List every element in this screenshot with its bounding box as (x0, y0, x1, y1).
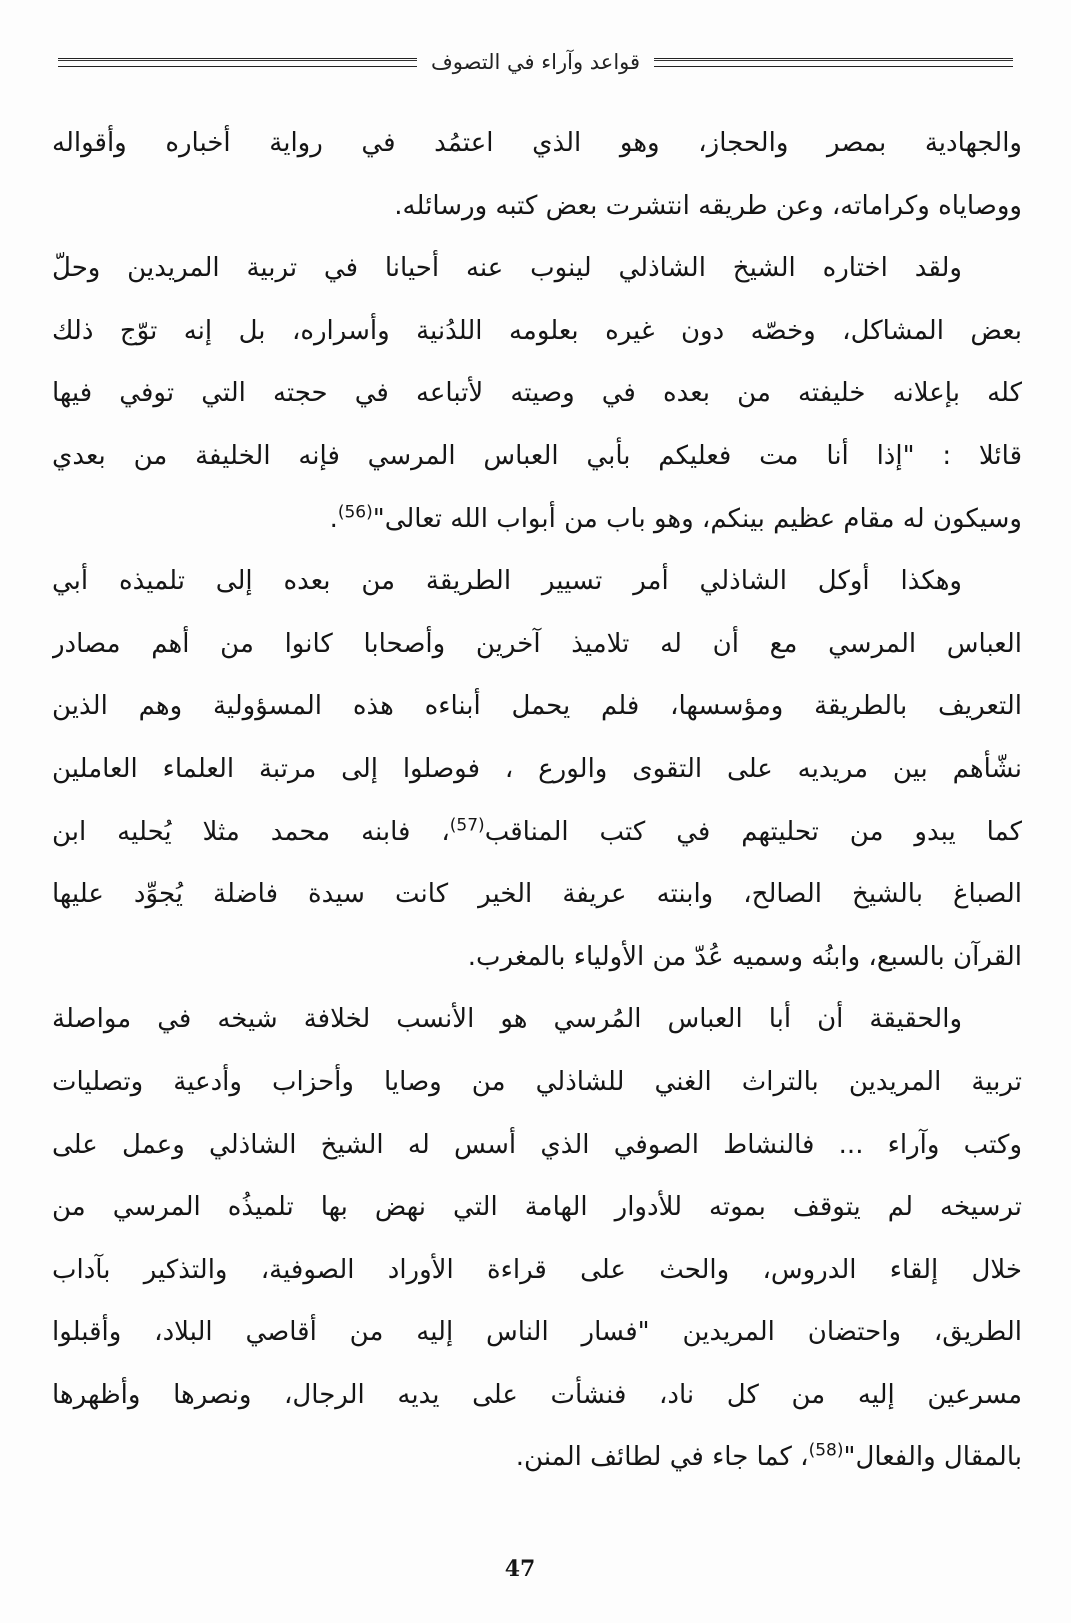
text-segment: ، فابنه محمد مثلا يُحليه ابن (52, 816, 450, 847)
text-line: الطريق، واحتضان المريدين "فسار الناس إليه من أقاصي البلاد، وأقبلوا (52, 1317, 1022, 1348)
header-title: قواعد وآراء في التصوف (430, 50, 641, 74)
text-line: ترسيخه لم يتوقف بموته للأدوار الهامة التي نهض بها تلميذُه المرسي من (52, 1192, 1022, 1223)
text-line: التعريف بالطريقة ومؤسسها، فلم يحمل أبناءه هذه المسؤولية وهم الذين (52, 691, 1022, 722)
text-line: وهكذا أوكل الشاذلي أمر تسيير الطريقة من بعده إلى تلميذه أبي (52, 566, 962, 597)
text-line: وكتب وآراء ... فالنشاط الصوفي الذي أسس له الشيخ الشاذلي وعمل على (52, 1129, 1022, 1160)
text-line: وسيكون له مقام عظيم بينكم، وهو باب من أبواب الله تعالى"$^{(56)}$. (329, 501, 1022, 534)
text-line: ولقد اختاره الشيخ الشاذلي لينوب عنه أحيانا في تربية المريدين وحلّ (52, 253, 962, 284)
footnote-ref-57[interactable]: (57) (449, 814, 485, 835)
text-line: خلال إلقاء الدروس، والحث على قراءة الأوراد الصوفية، والتذكير بآداب (52, 1254, 1022, 1285)
text-line: قائلا : "إذا أنا مت فعليكم بأبي العباس المرسي فإنه الخليفة من بعدي (52, 440, 1022, 471)
text-line: والحقيقة أن أبا العباس المُرسي هو الأنسب لخلافة شيخه في مواصلة (52, 1004, 962, 1035)
footnote-ref-56[interactable]: (56) (337, 501, 373, 522)
text-line: العباس المرسي مع أن له تلاميذ آخرين وأصحابا كانوا من أهم مصادر (52, 628, 1022, 659)
text-line: بعض المشاكل، وخصّه دون غيره بعلومه اللدُنية وأسراره، بل إنه توّج ذلك (52, 315, 1022, 346)
text-line (52, 801, 1022, 864)
text-line: الصباغ بالشيخ الصالح، وابنته عريفة الخير كانت سيدة فاضلة يُجوِّد عليها (52, 879, 1022, 910)
running-header (58, 42, 1013, 82)
text-line: القرآن بالسبع، وابنُه وسميه عُدّ من الأولياء بالمغرب. (467, 941, 1022, 972)
footnote-ref-58[interactable]: (58) (808, 1440, 844, 1461)
text-line: مسرعين إليه من كل ناد، فنشأت على يديه الرجال، ونصرها وأظهرها (52, 1379, 1022, 1410)
text-segment: ، كما جاء في لطائف المنن. (515, 1442, 809, 1473)
text-body (52, 112, 1022, 1489)
header-rule-left (58, 58, 417, 67)
text-line: تربية المريدين بالتراث الغني للشاذلي من وصايا وأحزاب وأدعية وتصليات (52, 1066, 1022, 1097)
text-line: ووصاياه وكراماته، وعن طريقه انتشرت بعض كتبه ورسائله. (394, 190, 1022, 221)
text-segment: كما يبدو من تحليتهم في كتب المناقب (484, 816, 1022, 847)
text-line (52, 1426, 1022, 1489)
header-rule-right (654, 58, 1013, 67)
text-segment: بالمقال والفعال" (843, 1442, 1022, 1473)
text-line: نشّأهم بين مريديه على التقوى والورع ، فوصلوا إلى مرتبة العلماء العاملين (52, 753, 1022, 784)
text-segment: وسيكون له مقام عظيم بينكم، وهو باب من أبواب الله تعالى" (372, 503, 1022, 534)
page-number: 47 (504, 1556, 536, 1582)
text-line: والجهادية بمصر والحجاز، وهو الذي اعتمُد في رواية أخباره وأقواله (52, 128, 1022, 158)
text-line: كله بإعلانه خليفته من بعده في وصيته لأتباعه في حجته التي توفي فيها (52, 378, 1022, 409)
